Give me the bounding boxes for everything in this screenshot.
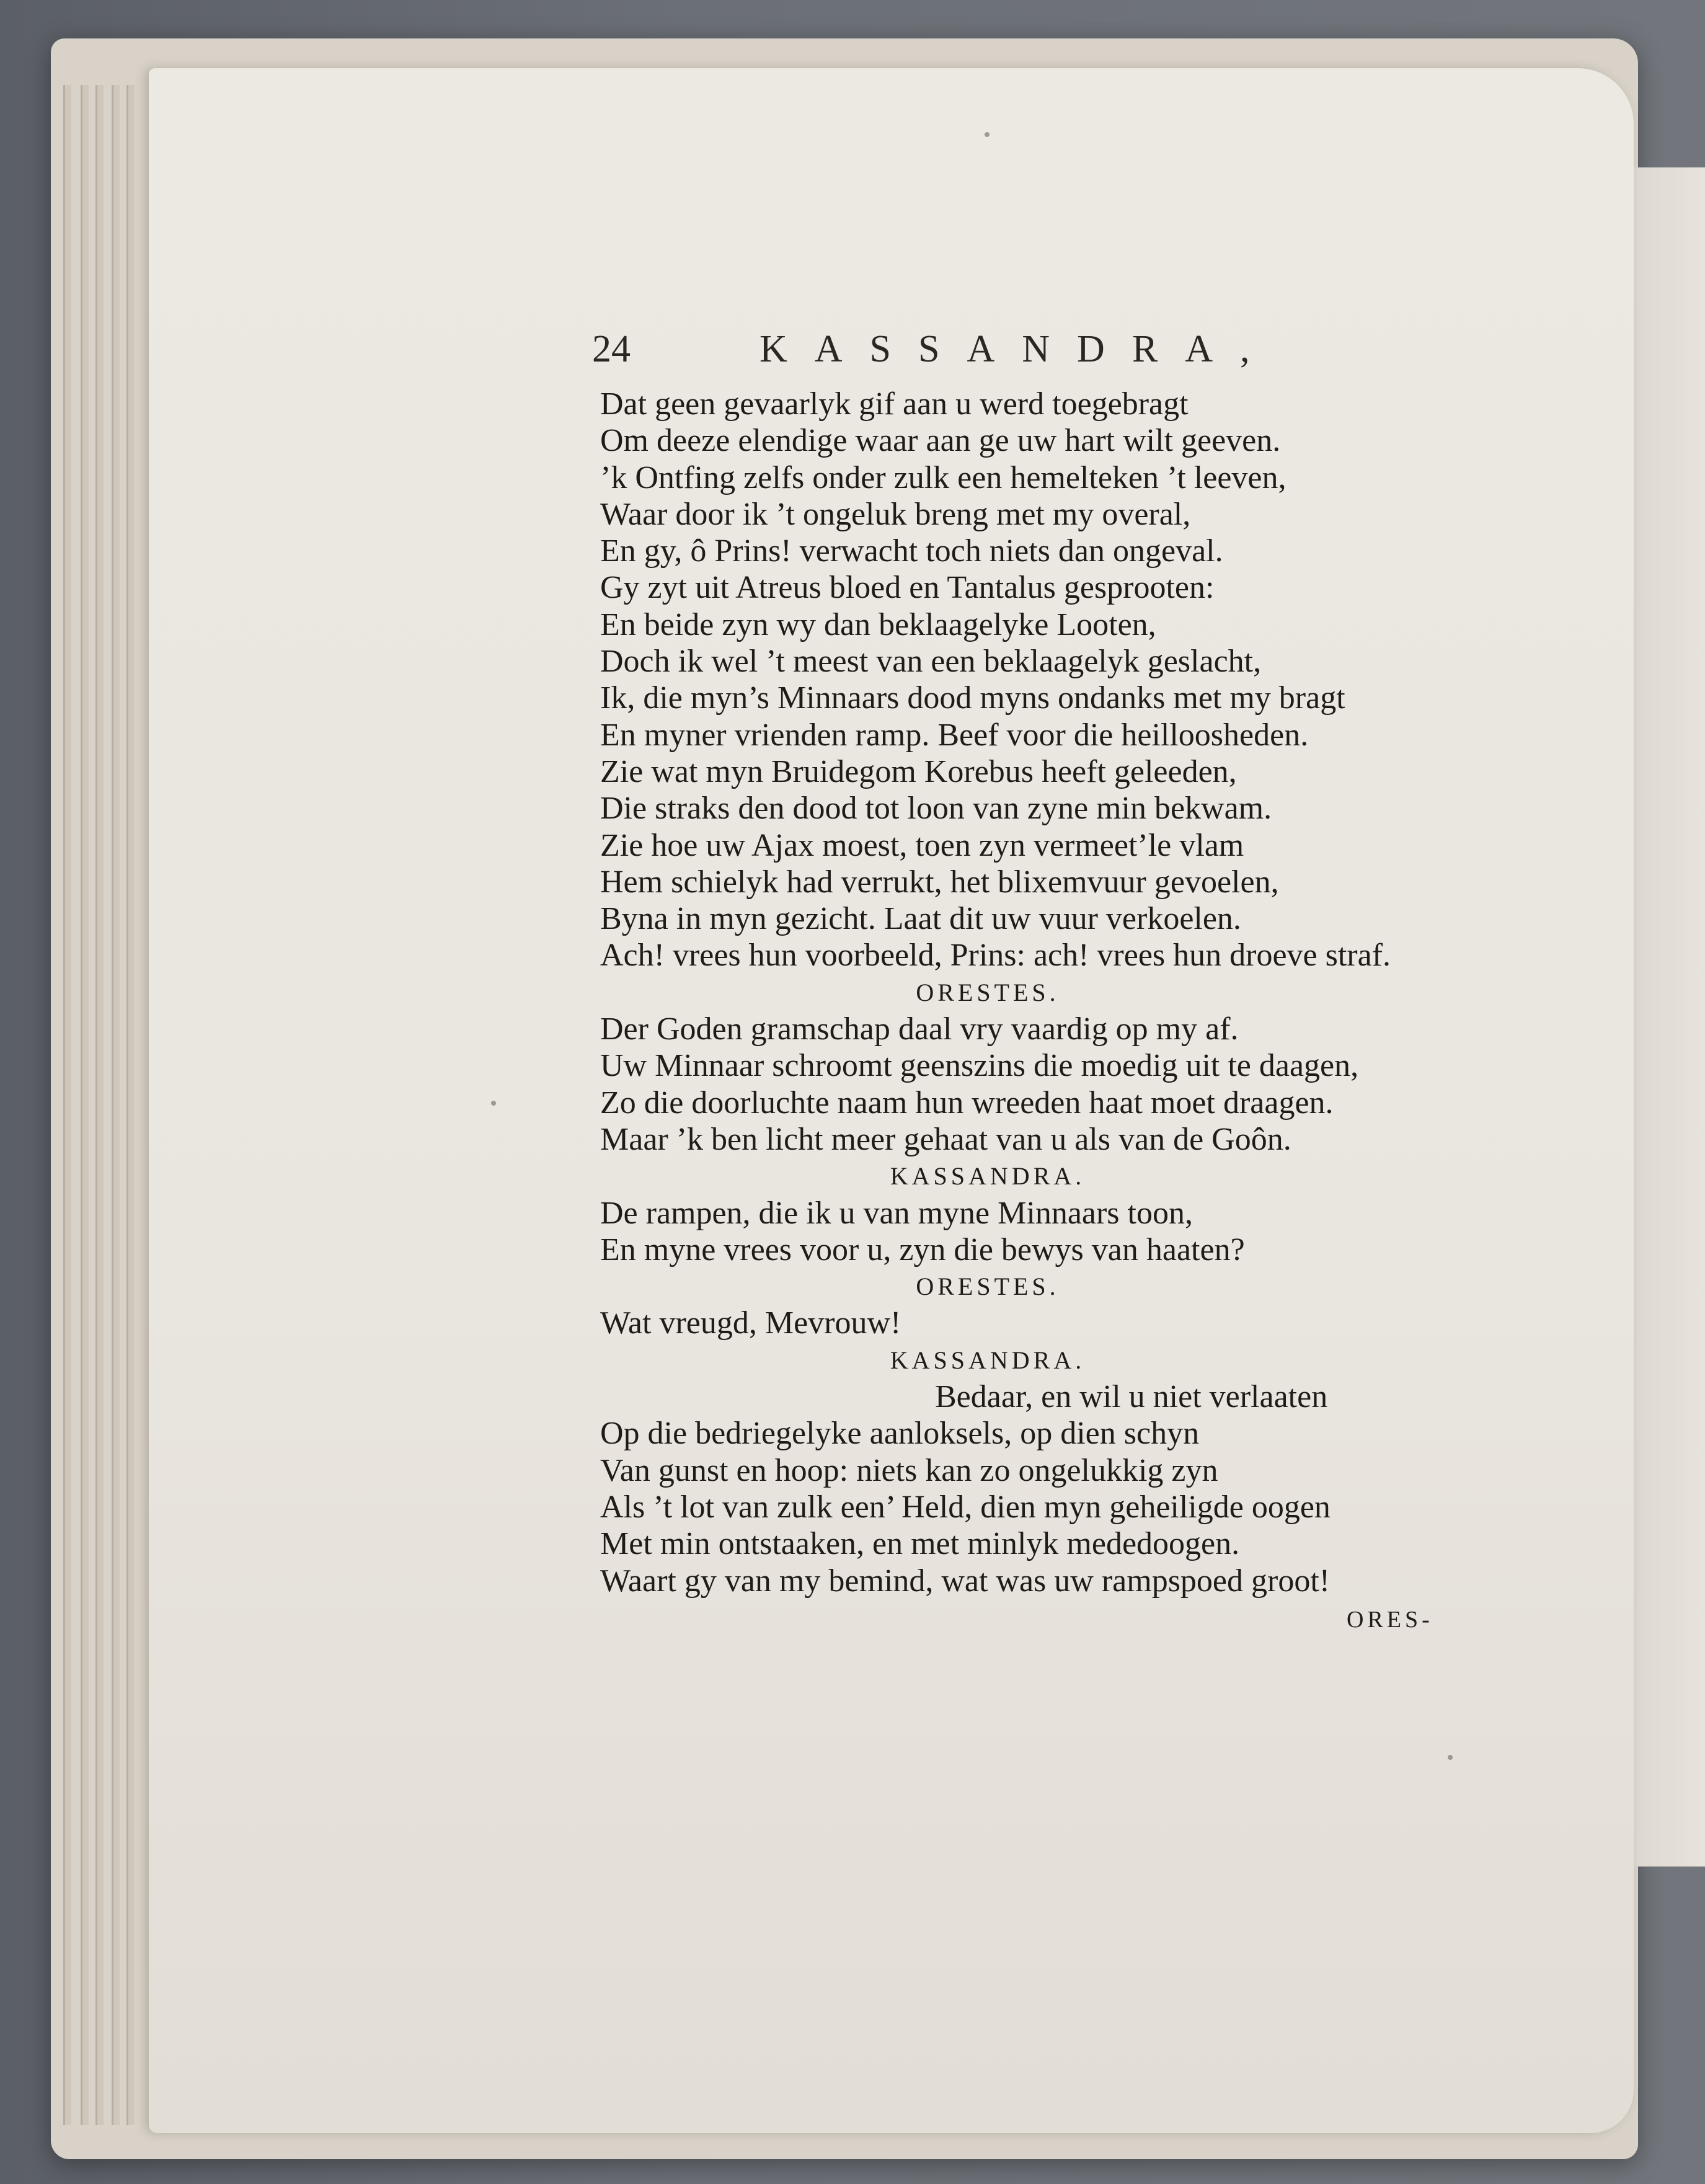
page-edge xyxy=(81,85,89,2125)
catchword: ORES- xyxy=(1347,1607,1433,1633)
verse-line: En myner vrienden ramp. Beef voor die heilloosheden. xyxy=(600,717,1309,753)
verse-line: Bedaar, en wil u niet verlaaten xyxy=(935,1379,1328,1415)
verse-line: De rampen, die ik u van myne Minnaars toon, xyxy=(600,1195,1193,1231)
page-edge xyxy=(95,85,104,2125)
verse-line: Maar ’k ben licht meer gehaat van u als van de Goôn. xyxy=(600,1121,1291,1157)
page-edge xyxy=(126,85,135,2125)
verse-line: Byna in myn gezicht. Laat dit uw vuur verkoelen. xyxy=(600,901,1241,937)
verse-line: En gy, ô Prins! verwacht toch niets dan ongeval. xyxy=(600,533,1223,569)
verse-line: Als ’t lot van zulk een’ Held, dien myn geheiligde oogen xyxy=(600,1489,1331,1525)
page-edge xyxy=(112,85,120,2125)
verse-line: Waar door ik ’t ongeluk breng met my overal, xyxy=(600,496,1191,532)
speaker-name: KASSANDRA. xyxy=(890,1162,1086,1191)
verse-line: Gy zyt uit Atreus bloed en Tantalus gesprooten: xyxy=(600,570,1215,606)
paper-spot xyxy=(1448,1755,1453,1760)
play-text xyxy=(600,386,1481,1599)
verse-line: Van gunst en hoop: niets kan zo ongelukkig zyn xyxy=(600,1452,1218,1488)
paper-spot xyxy=(985,132,990,137)
speaker-name: KASSANDRA. xyxy=(890,1346,1086,1374)
verse-line: Uw Minnaar schroomt geenszins die moedig uit te daagen, xyxy=(600,1048,1359,1084)
verse-line: Met min ontstaaken, en met minlyk mededoogen. xyxy=(600,1526,1240,1562)
page-number: 24 xyxy=(592,328,631,370)
verse-line: Zie wat myn Bruidegom Korebus heeft geleeden, xyxy=(600,753,1237,789)
verse-line: Zo die doorluchte naam hun wreeden haat moet draagen. xyxy=(600,1085,1334,1121)
verse-line: Der Goden gramschap daal vry vaardig op my af. xyxy=(600,1011,1239,1047)
verse-line: Ach! vrees hun voorbeeld, Prins: ach! vrees hun droeve straf. xyxy=(600,938,1391,974)
verse-line: Wat vreugd, Mevrouw! xyxy=(600,1305,901,1341)
paper-spot xyxy=(491,1101,496,1106)
verse-line: En myne vrees voor u, zyn die bewys van haaten? xyxy=(600,1232,1245,1267)
verse-line: En beide zyn wy dan beklaagelyke Looten, xyxy=(600,606,1156,642)
verse-line: Om deeze elendige waar aan ge uw hart wilt geeven. xyxy=(600,423,1281,459)
verse-line: Die straks den dood tot loon van zyne min bekwam. xyxy=(600,791,1272,827)
verse-line: Op die bedriegelyke aanloksels, op dien schyn xyxy=(600,1416,1200,1452)
verse-line: Doch ik wel ’t meest van een beklaagelyk geslacht, xyxy=(600,644,1262,680)
speaker-name: ORESTES. xyxy=(916,1272,1060,1301)
verse-line: ’k Ontfing zelfs onder zulk een hemelteken ’t leeven, xyxy=(600,459,1286,495)
page-edge xyxy=(63,85,71,2125)
page-header xyxy=(592,327,1336,383)
verse-line: Waart gy van my bemind, wat was uw rampspoed groot! xyxy=(600,1563,1331,1599)
running-title: KASSANDRA, xyxy=(760,328,1277,370)
verse-line: Ik, die myn’s Minnaars dood myns ondanks met my bragt xyxy=(600,680,1345,716)
verse-line: Dat geen gevaarlyk gif aan u werd toegebragt xyxy=(600,386,1189,422)
verse-line: Hem schielyk had verrukt, het blixemvuur gevoelen, xyxy=(600,864,1279,900)
verse-line: Zie hoe uw Ajax moest, toen zyn vermeet’le vlam xyxy=(600,827,1244,863)
speaker-name: ORESTES. xyxy=(916,978,1060,1006)
